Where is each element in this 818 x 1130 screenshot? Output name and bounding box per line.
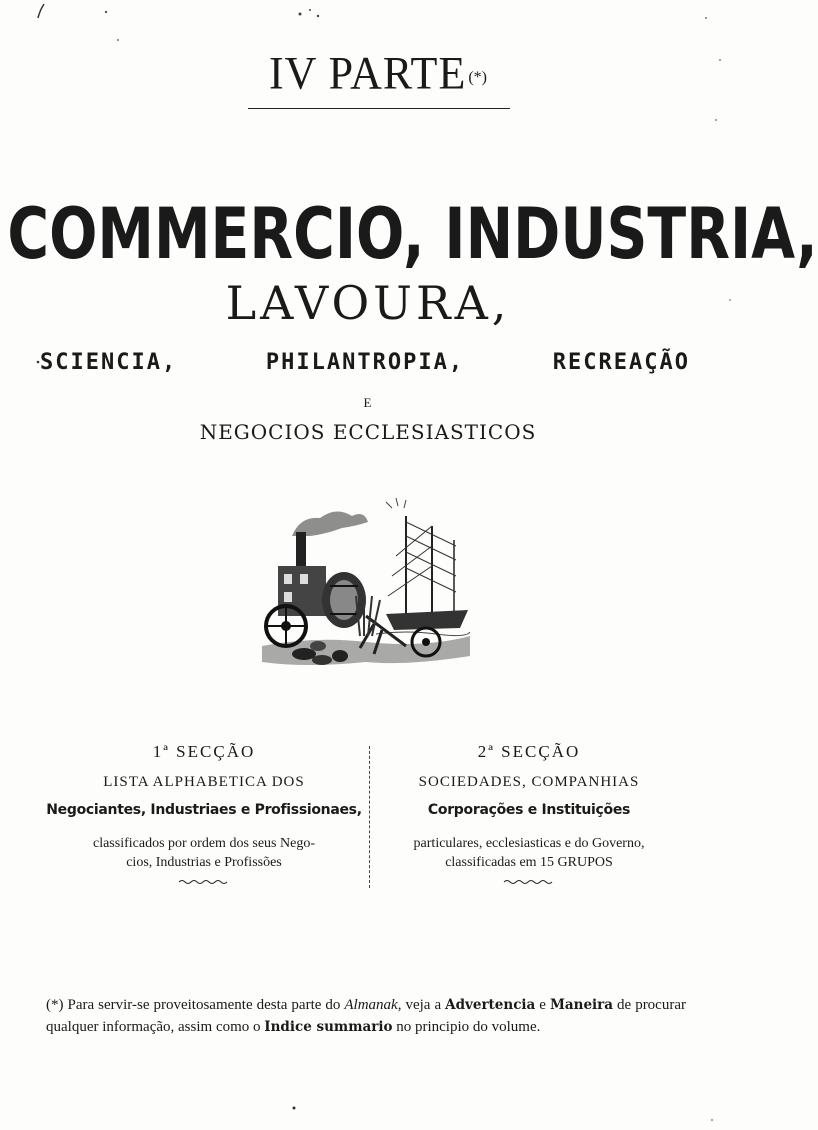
part-title: IV PARTE [269,47,467,100]
footnote-text: , veja a [397,997,446,1013]
section-description-line: cios, Industrias e Profissões [126,855,282,870]
squiggle-ornament-icon [504,879,554,885]
section-categories: Negociantes, Industriaes e Profissionaes, [46,802,362,818]
title-negocios: NEGOCIOS ECCLESIASTICOS [199,420,537,444]
section-subtitle: LISTA ALPHABETICA DOS [103,774,305,790]
title-conjunction: E [363,395,373,410]
squiggle-ornament-icon [179,879,229,885]
footnote-maneira: Maneira [549,997,614,1013]
footnote-text: de procurar qualquer informação, assim como o [46,997,686,1035]
section-first [40,742,368,890]
part-title-rule [248,108,510,109]
section-heading: 2ª SECÇÃO [477,742,581,761]
title-subjects [40,350,690,375]
section-categories: Corporações e Instituições [427,802,631,818]
section-description-line: classificados por ordem dos seus Nego- [92,836,315,851]
part-note-mark: (*) [468,68,487,86]
subject-philantropia: PHILANTROPIA, [265,350,465,375]
subject-recreacao: RECREAÇÃO [552,350,690,375]
section-description-line: classificadas em 15 GRUPOS [445,855,613,870]
part-header [0,48,736,99]
footnote-mark: (*) [46,997,64,1013]
section-second [370,742,688,890]
footnote-text: e [535,997,550,1013]
footnote-indice: Indice summario [264,1019,393,1035]
section-description-line: particulares, ecclesiasticas e do Governo, [413,836,645,851]
footnote [46,994,686,1038]
subject-sciencia: SCIENCIA, [40,350,178,375]
footnote-advertencia: Advertencia [445,997,536,1013]
footnote-almanak: Almanak [344,997,398,1013]
footnote-text: Para servir-se proveitosamente desta parte do [63,997,345,1013]
industry-commerce-engraving-icon [256,496,476,682]
section-heading: 1ª SECÇÃO [152,742,256,761]
title-lavoura: LAVOURA, [225,276,511,330]
title-main: COMMERCIO, INDUSTRIA, [7,192,818,275]
section-subtitle: SOCIEDADES, COMPANHIAS [418,774,640,790]
footnote-text: no principio do volume. [392,1019,541,1035]
